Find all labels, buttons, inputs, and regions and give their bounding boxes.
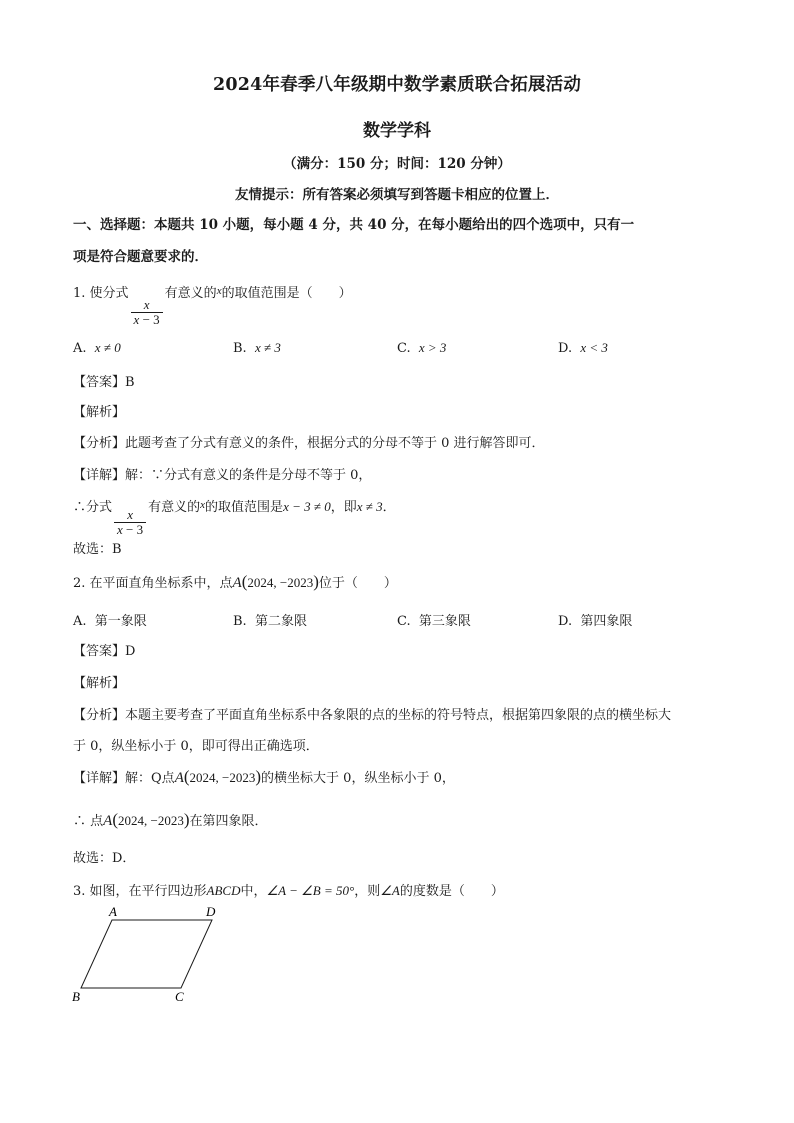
fraction-x-over-x-minus-3-detail: $\frac{x}{x - 3}$ <box>114 508 146 536</box>
q2-option-b: B. 第二象限 <box>233 614 307 629</box>
q2-analysis-line1: 【分析】本题主要考查了平面直角坐标系中各象限的点的坐标的符号特点，根据第四象限的点的横坐标大 <box>73 708 672 723</box>
question-1-number: 1. 使分式 <box>73 286 129 301</box>
vertex-label-d: D <box>206 904 216 919</box>
angle-expression: ∠A − ∠B = 50° <box>266 883 355 898</box>
fraction-denominator: x − 3 <box>131 312 163 327</box>
question-1-end: 的取值范围是（ ） <box>221 286 352 301</box>
q2-answer: 【答案】D <box>73 644 136 659</box>
parallelogram-abcd-figure <box>60 900 230 1010</box>
q1-jiexi-label: 【解析】 <box>73 405 126 420</box>
q1-option-b: B. x ≠ 3 <box>233 340 281 356</box>
fraction-x-over-x-minus-3 <box>131 298 163 326</box>
variable-x: x <box>216 285 222 297</box>
q1-analysis: 【分析】此题考查了分式有意义的条件，根据分式的分母不等于 0 进行解答即可． <box>73 436 545 451</box>
q2-choose: 故选：D． <box>73 851 136 866</box>
vertex-label-b: B <box>72 989 80 1004</box>
section-heading-line2: 项是符合题意要求的． <box>73 249 208 265</box>
question-3-stem: 3. 如图，在平行四边形ABCD中，∠A − ∠B = 50°，则∠A的度数是（ ） <box>73 883 504 899</box>
q2-jiexi-label: 【解析】 <box>73 676 126 691</box>
q2-option-a: A. 第一象限 <box>73 614 147 629</box>
q1-option-d: D. x < 3 <box>558 340 608 356</box>
vertex-label-c: C <box>175 989 184 1004</box>
q1-choose: 故选：B <box>73 542 122 557</box>
parallelogram-outline <box>81 920 212 988</box>
exam-info: （满分：150 分；时间：120 分钟） <box>283 156 511 172</box>
q1-detail-line2: ∴分式 $\frac{x}{x - 3}$ 有意义的$^x$的取值范围是x − 3 ≠ 0，即x ≠ 3． <box>73 499 396 537</box>
friendly-tip: 友情提示：所有答案必须填写到答题卡相应的位置上． <box>235 187 559 203</box>
fraction-numerator: x <box>143 297 150 312</box>
q2-detail-line1: 【详解】解：Q点A(2024, −2023)的横坐标大于 0，纵坐标小于 0， <box>73 767 455 786</box>
q2-option-c: C. 第三象限 <box>397 614 471 629</box>
q2-analysis-line2: 于 0，纵坐标小于 0，即可得出正确选项． <box>73 739 319 754</box>
q1-option-c: C. x > 3 <box>397 340 447 356</box>
q1-detail-line1: 【详解】解：∵分式有意义的条件是分母不等于 0， <box>73 468 372 483</box>
point-a-coords: 2024, −2023 <box>247 575 314 590</box>
q1-answer: 【答案】B <box>73 375 135 390</box>
question-1-stem <box>73 282 352 326</box>
section-heading-line1: 一、选择题：本题共 10 小题，每小题 4 分，共 40 分，在每小题给出的四个选项中，只有一 <box>73 217 635 233</box>
point-a: A <box>232 575 242 591</box>
q1-option-a: A. x ≠ 0 <box>73 340 121 356</box>
q2-option-d: D. 第四象限 <box>558 614 633 629</box>
shape-abcd: ABCD <box>206 883 241 898</box>
question-2-stem: 2. 在平面直角坐标系中，点A(2024, −2023)位于（ ） <box>73 572 397 591</box>
vertex-label-a: A <box>109 904 117 919</box>
question-1-mid: 有意义的 <box>164 286 217 301</box>
subject-title: 数学学科 <box>363 121 431 141</box>
page-title: 2024年春季八年级期中数学素质联合拓展活动 <box>212 75 582 95</box>
q2-detail-line2: ∴ 点A(2024, −2023)在第四象限． <box>73 810 268 829</box>
